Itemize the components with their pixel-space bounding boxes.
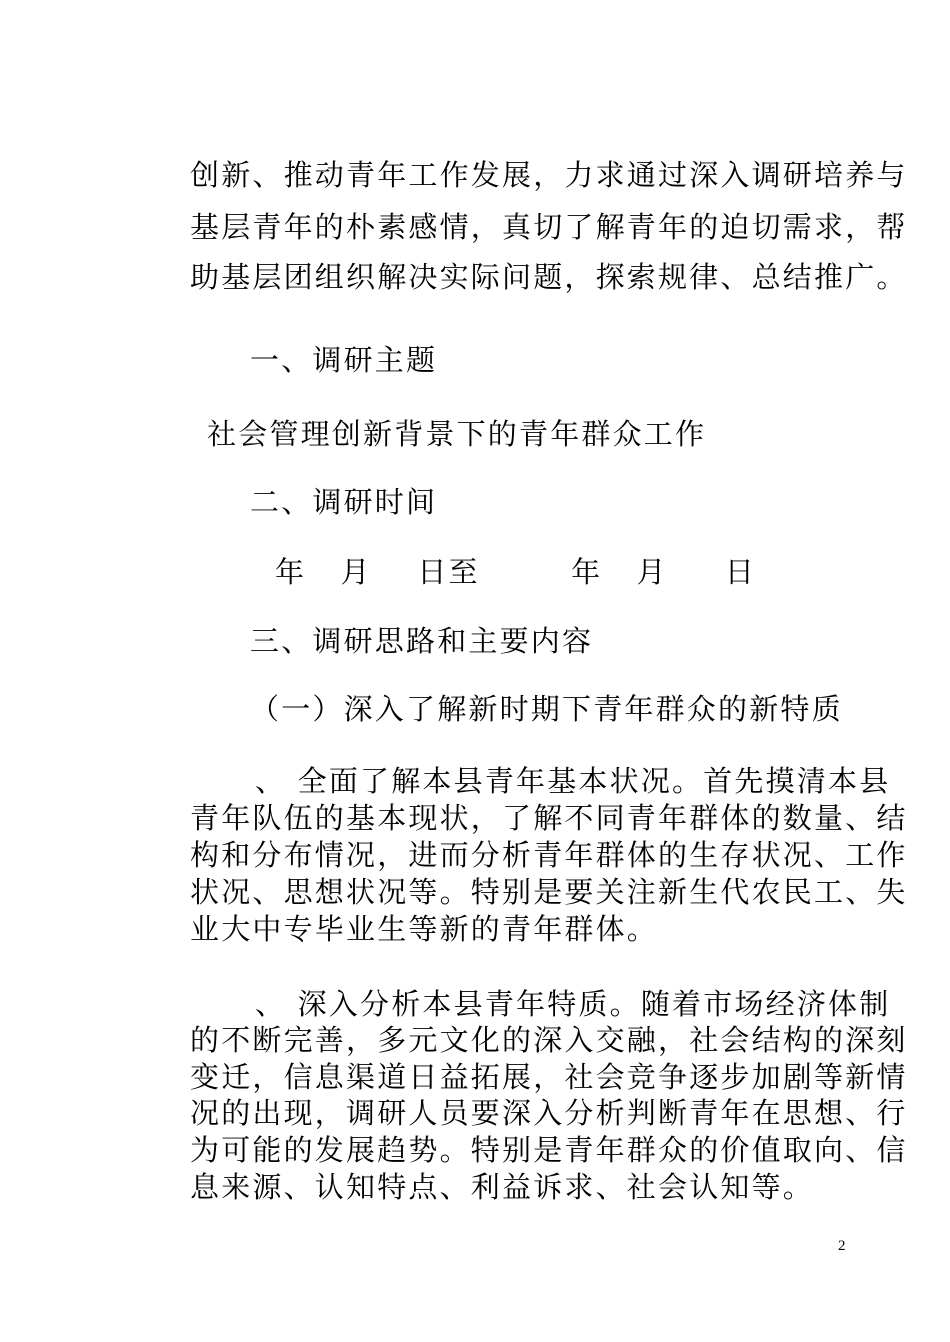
section2-body: 年 月 日至 年 月 日 [275, 555, 757, 589]
item1-line-5: 业大中专毕业生等新的青年群体。 [190, 912, 659, 946]
section3-heading: 三、调研思路和主要内容 [250, 624, 594, 658]
item2-line-6: 息来源、认知特点、利益诉求、社会认知等。 [190, 1170, 815, 1204]
section1-heading: 一、调研主题 [250, 343, 438, 377]
intro-line-1: 创新、推动青年工作发展，力求通过深入调研培养与 [190, 158, 908, 192]
intro-line-2: 基层青年的朴素感情，真切了解青年的迫切需求，帮 [190, 210, 908, 244]
item2-line-1: 、 深入分析本县青年特质。随着市场经济体制 [255, 987, 891, 1021]
intro-line-3: 助基层团组织解决实际问题，探索规律、总结推广。 [190, 260, 908, 294]
section1-body: 社会管理创新背景下的青年群众工作 [207, 417, 707, 451]
item2-line-4: 况的出现，调研人员要深入分析判断青年在思想、行 [190, 1096, 908, 1130]
item1-line-4: 状况、思想状况等。特别是要关注新生代农民工、失 [190, 875, 908, 909]
page-number: 2 [838, 1238, 846, 1254]
section3-subheading: （一）深入了解新时期下青年群众的新特质 [250, 692, 843, 726]
item2-line-2: 的不断完善，多元文化的深入交融，社会结构的深刻 [190, 1023, 908, 1057]
section2-heading: 二、调研时间 [250, 485, 438, 519]
item2-line-5: 为可能的发展趋势。特别是青年群众的价值取向、信 [190, 1133, 908, 1167]
item1-line-2: 青年队伍的基本现状，了解不同青年群体的数量、结 [190, 801, 908, 835]
item2-line-3: 变迁，信息渠道日益拓展，社会竞争逐步加剧等新情 [190, 1060, 908, 1094]
item1-line-3: 构和分布情况，进而分析青年群体的生存状况、工作 [190, 838, 908, 872]
item1-line-1: 、 全面了解本县青年基本状况。首先摸清本县 [255, 764, 891, 798]
